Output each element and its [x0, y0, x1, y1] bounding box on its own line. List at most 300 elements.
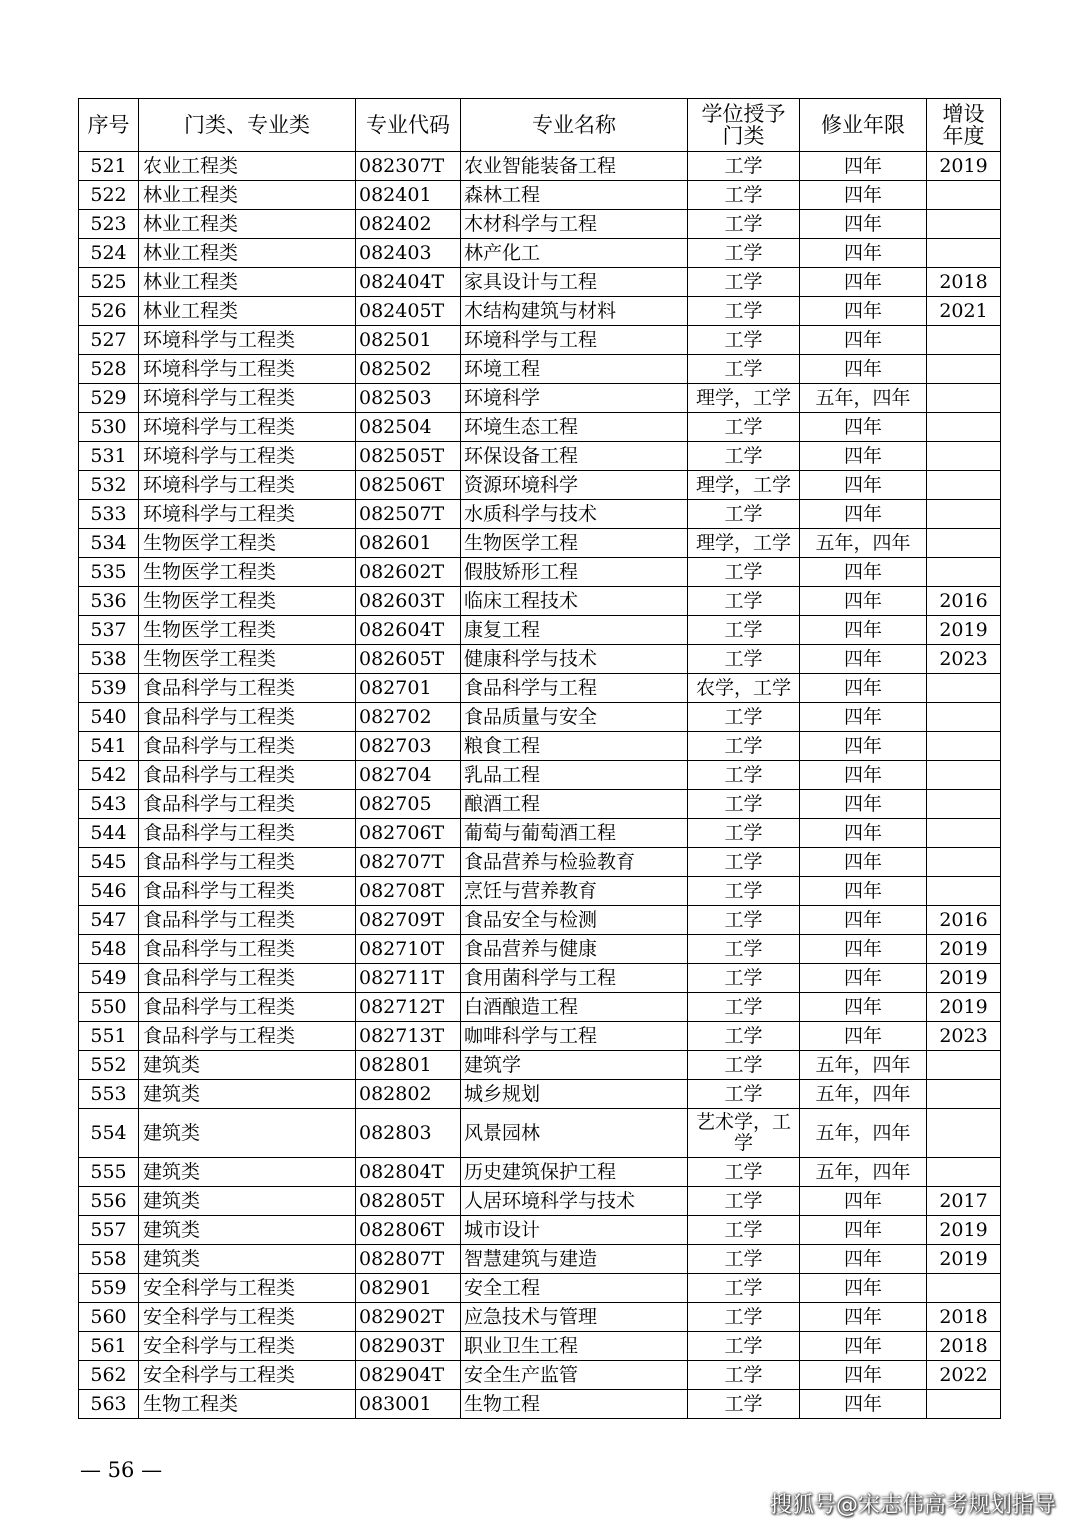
table-row — [79, 1051, 1001, 1080]
cell-category: 农业工程类 — [139, 152, 356, 181]
cell-duration: 四年 — [800, 1303, 927, 1332]
cell-major-name: 应急技术与管理 — [461, 1303, 688, 1332]
table-row — [79, 935, 1001, 964]
cell-code: 082307T — [356, 152, 461, 181]
cell-year-added — [927, 1051, 1001, 1080]
cell-code: 082504 — [356, 413, 461, 442]
table-row — [79, 964, 1001, 993]
table-row — [79, 1080, 1001, 1109]
cell-code: 082505T — [356, 442, 461, 471]
cell-category: 食品科学与工程类 — [139, 935, 356, 964]
cell-major-name: 烹饪与营养教育 — [461, 877, 688, 906]
cell-degree: 工学 — [688, 877, 800, 906]
cell-degree: 工学 — [688, 181, 800, 210]
cell-major-name: 食品质量与安全 — [461, 703, 688, 732]
cell-category: 林业工程类 — [139, 181, 356, 210]
cell-degree: 工学 — [688, 906, 800, 935]
cell-code: 082711T — [356, 964, 461, 993]
cell-serial: 555 — [79, 1158, 139, 1187]
table-row — [79, 645, 1001, 674]
cell-degree: 工学 — [688, 587, 800, 616]
cell-degree: 工学 — [688, 1390, 800, 1419]
cell-category: 生物工程类 — [139, 1390, 356, 1419]
cell-category: 建筑类 — [139, 1158, 356, 1187]
cell-degree: 工学 — [688, 790, 800, 819]
cell-degree: 理学，工学 — [688, 471, 800, 500]
cell-code: 082703 — [356, 732, 461, 761]
cell-year-added — [927, 181, 1001, 210]
cell-category: 环境科学与工程类 — [139, 355, 356, 384]
cell-duration: 四年 — [800, 1332, 927, 1361]
cell-category: 食品科学与工程类 — [139, 848, 356, 877]
cell-year-added: 2017 — [927, 1187, 1001, 1216]
cell-category: 安全科学与工程类 — [139, 1332, 356, 1361]
cell-serial: 540 — [79, 703, 139, 732]
cell-degree: 工学 — [688, 616, 800, 645]
cell-degree: 工学 — [688, 1245, 800, 1274]
cell-category: 食品科学与工程类 — [139, 674, 356, 703]
cell-code: 082804T — [356, 1158, 461, 1187]
cell-degree: 工学 — [688, 297, 800, 326]
cell-category: 环境科学与工程类 — [139, 413, 356, 442]
cell-degree: 工学 — [688, 848, 800, 877]
cell-code: 083001 — [356, 1390, 461, 1419]
cell-major-name: 食品营养与检验教育 — [461, 848, 688, 877]
cell-duration: 四年 — [800, 616, 927, 645]
cell-code: 082709T — [356, 906, 461, 935]
header-duration: 修业年限 — [800, 99, 927, 152]
cell-year-added: 2018 — [927, 1303, 1001, 1332]
header-degree: 学位授予门类 — [688, 99, 800, 152]
cell-serial: 546 — [79, 877, 139, 906]
cell-code: 082404T — [356, 268, 461, 297]
cell-serial: 560 — [79, 1303, 139, 1332]
cell-serial: 556 — [79, 1187, 139, 1216]
cell-degree: 工学 — [688, 413, 800, 442]
cell-degree: 理学，工学 — [688, 384, 800, 413]
cell-degree: 工学 — [688, 1051, 800, 1080]
cell-serial: 558 — [79, 1245, 139, 1274]
cell-major-name: 健康科学与技术 — [461, 645, 688, 674]
cell-degree: 工学 — [688, 558, 800, 587]
table-row — [79, 181, 1001, 210]
cell-major-name: 森林工程 — [461, 181, 688, 210]
cell-degree: 工学 — [688, 935, 800, 964]
cell-degree: 工学 — [688, 732, 800, 761]
cell-major-name: 林产化工 — [461, 239, 688, 268]
cell-major-name: 水质科学与技术 — [461, 500, 688, 529]
cell-major-name: 安全生产监管 — [461, 1361, 688, 1390]
table-row — [79, 210, 1001, 239]
cell-category: 环境科学与工程类 — [139, 500, 356, 529]
cell-code: 082806T — [356, 1216, 461, 1245]
table-row — [79, 674, 1001, 703]
cell-category: 食品科学与工程类 — [139, 703, 356, 732]
cell-major-name: 家具设计与工程 — [461, 268, 688, 297]
header-serial: 序号 — [79, 99, 139, 152]
table-row — [79, 848, 1001, 877]
cell-code: 082701 — [356, 674, 461, 703]
cell-year-added: 2021 — [927, 297, 1001, 326]
cell-serial: 532 — [79, 471, 139, 500]
table-row — [79, 1303, 1001, 1332]
cell-degree: 理学，工学 — [688, 529, 800, 558]
cell-duration: 四年 — [800, 442, 927, 471]
cell-category: 生物医学工程类 — [139, 587, 356, 616]
cell-category: 建筑类 — [139, 1051, 356, 1080]
cell-duration: 四年 — [800, 761, 927, 790]
cell-major-name: 环境科学与工程 — [461, 326, 688, 355]
cell-code: 082603T — [356, 587, 461, 616]
table-row — [79, 1109, 1001, 1158]
majors-table — [78, 98, 1001, 1419]
cell-category: 建筑类 — [139, 1245, 356, 1274]
cell-duration: 四年 — [800, 587, 927, 616]
cell-year-added — [927, 442, 1001, 471]
cell-category: 食品科学与工程类 — [139, 877, 356, 906]
cell-year-added — [927, 384, 1001, 413]
cell-degree: 工学 — [688, 993, 800, 1022]
cell-code: 082506T — [356, 471, 461, 500]
cell-degree: 工学 — [688, 239, 800, 268]
cell-serial: 561 — [79, 1332, 139, 1361]
cell-major-name: 食用菌科学与工程 — [461, 964, 688, 993]
table-row — [79, 761, 1001, 790]
cell-degree: 工学 — [688, 1216, 800, 1245]
cell-year-added: 2022 — [927, 1361, 1001, 1390]
cell-serial: 521 — [79, 152, 139, 181]
cell-major-name: 生物医学工程 — [461, 529, 688, 558]
cell-serial: 537 — [79, 616, 139, 645]
cell-serial: 547 — [79, 906, 139, 935]
header-major-name: 专业名称 — [461, 99, 688, 152]
cell-year-added — [927, 558, 1001, 587]
cell-serial: 554 — [79, 1109, 139, 1158]
cell-year-added — [927, 326, 1001, 355]
table-row — [79, 297, 1001, 326]
cell-year-added: 2019 — [927, 1216, 1001, 1245]
cell-year-added: 2023 — [927, 1022, 1001, 1051]
cell-degree: 工学 — [688, 1361, 800, 1390]
cell-code: 082602T — [356, 558, 461, 587]
header-category: 门类、专业类 — [139, 99, 356, 152]
cell-serial: 538 — [79, 645, 139, 674]
table-row — [79, 703, 1001, 732]
table-row — [79, 819, 1001, 848]
cell-major-name: 历史建筑保护工程 — [461, 1158, 688, 1187]
table-row — [79, 587, 1001, 616]
cell-major-name: 临床工程技术 — [461, 587, 688, 616]
cell-year-added: 2019 — [927, 616, 1001, 645]
cell-category: 食品科学与工程类 — [139, 732, 356, 761]
cell-year-added: 2016 — [927, 587, 1001, 616]
cell-year-added: 2019 — [927, 993, 1001, 1022]
cell-year-added — [927, 210, 1001, 239]
cell-category: 环境科学与工程类 — [139, 384, 356, 413]
cell-degree: 农学，工学 — [688, 674, 800, 703]
cell-year-added: 2018 — [927, 1332, 1001, 1361]
cell-serial: 548 — [79, 935, 139, 964]
cell-major-name: 资源环境科学 — [461, 471, 688, 500]
table-row — [79, 1332, 1001, 1361]
cell-category: 安全科学与工程类 — [139, 1361, 356, 1390]
cell-major-name: 城市设计 — [461, 1216, 688, 1245]
cell-serial: 522 — [79, 181, 139, 210]
cell-year-added: 2019 — [927, 935, 1001, 964]
cell-major-name: 环境工程 — [461, 355, 688, 384]
cell-code: 082803 — [356, 1109, 461, 1158]
cell-year-added — [927, 877, 1001, 906]
cell-duration: 四年 — [800, 558, 927, 587]
cell-code: 082601 — [356, 529, 461, 558]
cell-code: 082702 — [356, 703, 461, 732]
cell-major-name: 咖啡科学与工程 — [461, 1022, 688, 1051]
cell-year-added — [927, 703, 1001, 732]
cell-serial: 529 — [79, 384, 139, 413]
cell-year-added — [927, 1080, 1001, 1109]
cell-category: 食品科学与工程类 — [139, 1022, 356, 1051]
cell-code: 082604T — [356, 616, 461, 645]
cell-code: 082802 — [356, 1080, 461, 1109]
cell-category: 林业工程类 — [139, 210, 356, 239]
cell-duration: 四年 — [800, 790, 927, 819]
table-row — [79, 906, 1001, 935]
cell-major-name: 食品安全与检测 — [461, 906, 688, 935]
cell-code: 082710T — [356, 935, 461, 964]
cell-duration: 五年，四年 — [800, 1109, 927, 1158]
cell-category: 建筑类 — [139, 1187, 356, 1216]
cell-category: 环境科学与工程类 — [139, 471, 356, 500]
cell-duration: 四年 — [800, 1245, 927, 1274]
cell-degree: 工学 — [688, 1080, 800, 1109]
table-row — [79, 384, 1001, 413]
cell-major-name: 木结构建筑与材料 — [461, 297, 688, 326]
cell-major-name: 农业智能装备工程 — [461, 152, 688, 181]
cell-year-added — [927, 500, 1001, 529]
cell-degree: 工学 — [688, 268, 800, 297]
cell-code: 082704 — [356, 761, 461, 790]
cell-duration: 五年，四年 — [800, 1051, 927, 1080]
cell-duration: 四年 — [800, 297, 927, 326]
cell-major-name: 职业卫生工程 — [461, 1332, 688, 1361]
cell-major-name: 乳品工程 — [461, 761, 688, 790]
cell-duration: 五年，四年 — [800, 384, 927, 413]
cell-year-added — [927, 790, 1001, 819]
cell-serial: 563 — [79, 1390, 139, 1419]
cell-serial: 559 — [79, 1274, 139, 1303]
cell-major-name: 生物工程 — [461, 1390, 688, 1419]
cell-degree: 工学 — [688, 210, 800, 239]
cell-major-name: 假肢矫形工程 — [461, 558, 688, 587]
table-row — [79, 558, 1001, 587]
cell-duration: 四年 — [800, 1361, 927, 1390]
cell-year-added — [927, 1390, 1001, 1419]
cell-duration: 五年，四年 — [800, 529, 927, 558]
cell-year-added: 2023 — [927, 645, 1001, 674]
cell-degree: 工学 — [688, 1187, 800, 1216]
cell-duration: 四年 — [800, 645, 927, 674]
cell-year-added — [927, 848, 1001, 877]
cell-major-name: 安全工程 — [461, 1274, 688, 1303]
cell-code: 082904T — [356, 1361, 461, 1390]
cell-category: 建筑类 — [139, 1216, 356, 1245]
cell-degree: 工学 — [688, 500, 800, 529]
cell-major-name: 白酒酿造工程 — [461, 993, 688, 1022]
table-row — [79, 1390, 1001, 1419]
watermark: 搜狐号@宋志伟高考规划指导 — [769, 1493, 1056, 1518]
cell-code: 082706T — [356, 819, 461, 848]
cell-code: 082403 — [356, 239, 461, 268]
cell-year-added: 2019 — [927, 1245, 1001, 1274]
cell-serial: 533 — [79, 500, 139, 529]
cell-duration: 四年 — [800, 1216, 927, 1245]
cell-code: 082707T — [356, 848, 461, 877]
cell-duration: 四年 — [800, 326, 927, 355]
cell-category: 建筑类 — [139, 1080, 356, 1109]
cell-year-added — [927, 1109, 1001, 1158]
cell-serial: 562 — [79, 1361, 139, 1390]
cell-year-added — [927, 1158, 1001, 1187]
cell-category: 生物医学工程类 — [139, 616, 356, 645]
cell-degree: 工学 — [688, 355, 800, 384]
cell-code: 082712T — [356, 993, 461, 1022]
cell-degree: 工学 — [688, 1158, 800, 1187]
cell-serial: 528 — [79, 355, 139, 384]
cell-category: 安全科学与工程类 — [139, 1303, 356, 1332]
cell-duration: 四年 — [800, 906, 927, 935]
cell-serial: 530 — [79, 413, 139, 442]
cell-degree: 工学 — [688, 761, 800, 790]
cell-major-name: 粮食工程 — [461, 732, 688, 761]
table-row — [79, 1245, 1001, 1274]
cell-major-name: 建筑学 — [461, 1051, 688, 1080]
cell-year-added: 2018 — [927, 268, 1001, 297]
cell-category: 林业工程类 — [139, 297, 356, 326]
cell-year-added — [927, 732, 1001, 761]
cell-code: 082805T — [356, 1187, 461, 1216]
table-header-row — [79, 99, 1001, 152]
page-number: — 56 — — [80, 1458, 163, 1482]
cell-serial: 543 — [79, 790, 139, 819]
table-row — [79, 1274, 1001, 1303]
cell-code: 082708T — [356, 877, 461, 906]
cell-code: 082501 — [356, 326, 461, 355]
cell-duration: 四年 — [800, 152, 927, 181]
cell-category: 建筑类 — [139, 1109, 356, 1158]
cell-category: 林业工程类 — [139, 239, 356, 268]
cell-year-added — [927, 1274, 1001, 1303]
cell-major-name: 人居环境科学与技术 — [461, 1187, 688, 1216]
cell-serial: 542 — [79, 761, 139, 790]
cell-serial: 549 — [79, 964, 139, 993]
cell-code: 082605T — [356, 645, 461, 674]
cell-serial: 527 — [79, 326, 139, 355]
cell-category: 生物医学工程类 — [139, 558, 356, 587]
cell-serial: 523 — [79, 210, 139, 239]
cell-duration: 四年 — [800, 703, 927, 732]
cell-degree: 工学 — [688, 964, 800, 993]
table-row — [79, 471, 1001, 500]
cell-duration: 四年 — [800, 1022, 927, 1051]
cell-duration: 四年 — [800, 674, 927, 703]
cell-serial: 552 — [79, 1051, 139, 1080]
header-year-added: 增设年度 — [927, 99, 1001, 152]
table-row — [79, 993, 1001, 1022]
cell-duration: 四年 — [800, 413, 927, 442]
table-row — [79, 1158, 1001, 1187]
cell-year-added: 2019 — [927, 964, 1001, 993]
cell-major-name: 环境生态工程 — [461, 413, 688, 442]
cell-serial: 526 — [79, 297, 139, 326]
cell-duration: 四年 — [800, 1187, 927, 1216]
cell-serial: 536 — [79, 587, 139, 616]
cell-category: 生物医学工程类 — [139, 645, 356, 674]
cell-category: 环境科学与工程类 — [139, 326, 356, 355]
table-row — [79, 529, 1001, 558]
cell-code: 082405T — [356, 297, 461, 326]
cell-duration: 四年 — [800, 239, 927, 268]
header-code: 专业代码 — [356, 99, 461, 152]
table-row — [79, 877, 1001, 906]
cell-serial: 553 — [79, 1080, 139, 1109]
table-row — [79, 239, 1001, 268]
cell-major-name: 葡萄与葡萄酒工程 — [461, 819, 688, 848]
cell-code: 082402 — [356, 210, 461, 239]
cell-code: 082503 — [356, 384, 461, 413]
cell-duration: 四年 — [800, 355, 927, 384]
cell-serial: 539 — [79, 674, 139, 703]
cell-category: 安全科学与工程类 — [139, 1274, 356, 1303]
cell-duration: 四年 — [800, 500, 927, 529]
cell-year-added: 2019 — [927, 152, 1001, 181]
cell-major-name: 食品科学与工程 — [461, 674, 688, 703]
cell-major-name: 康复工程 — [461, 616, 688, 645]
cell-serial: 557 — [79, 1216, 139, 1245]
cell-category: 环境科学与工程类 — [139, 442, 356, 471]
cell-code: 082713T — [356, 1022, 461, 1051]
cell-duration: 四年 — [800, 993, 927, 1022]
cell-degree: 工学 — [688, 703, 800, 732]
cell-serial: 524 — [79, 239, 139, 268]
table-row — [79, 442, 1001, 471]
cell-duration: 四年 — [800, 848, 927, 877]
cell-major-name: 环保设备工程 — [461, 442, 688, 471]
cell-code: 082801 — [356, 1051, 461, 1080]
cell-category: 食品科学与工程类 — [139, 964, 356, 993]
cell-serial: 534 — [79, 529, 139, 558]
table-row — [79, 152, 1001, 181]
cell-duration: 四年 — [800, 210, 927, 239]
cell-year-added — [927, 674, 1001, 703]
cell-year-added — [927, 761, 1001, 790]
cell-degree: 工学 — [688, 1332, 800, 1361]
cell-degree: 工学 — [688, 442, 800, 471]
table-row — [79, 268, 1001, 297]
cell-serial: 541 — [79, 732, 139, 761]
cell-duration: 四年 — [800, 268, 927, 297]
cell-year-added — [927, 413, 1001, 442]
cell-category: 食品科学与工程类 — [139, 819, 356, 848]
cell-degree: 艺术学，工学 — [688, 1109, 800, 1158]
cell-degree: 工学 — [688, 819, 800, 848]
cell-degree: 工学 — [688, 645, 800, 674]
cell-duration: 四年 — [800, 1274, 927, 1303]
cell-major-name: 食品营养与健康 — [461, 935, 688, 964]
cell-category: 食品科学与工程类 — [139, 906, 356, 935]
cell-category: 生物医学工程类 — [139, 529, 356, 558]
cell-major-name: 风景园林 — [461, 1109, 688, 1158]
table-row — [79, 413, 1001, 442]
